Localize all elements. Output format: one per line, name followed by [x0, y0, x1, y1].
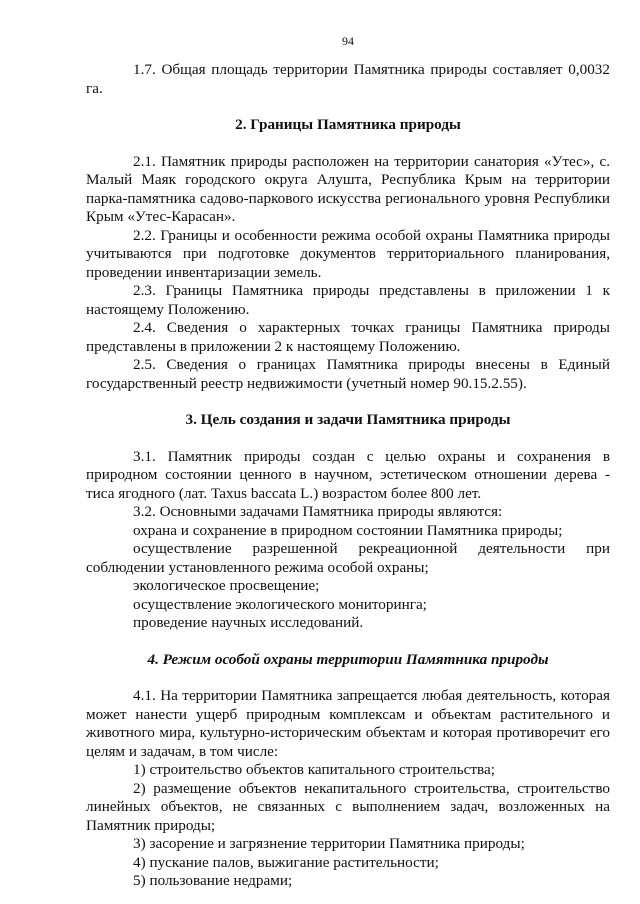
list-item: 1) строительство объектов капитального строительства;	[133, 761, 495, 778]
paragraph-4-1: 4.1. На территории Памятника запрещается любая деятельность, которая может нанести ущерб природным комплексам и объектам растительного и животного мира, культурно-историческим объектам и которая противоречит его целям и задачам, в том числе:	[86, 687, 610, 760]
section-4-title: 4. Режим особой охраны территории Памятника природы	[147, 650, 549, 668]
paragraph-2-2: 2.2. Границы и особенности режима особой охраны Памятника природы учитываются при подготовке документов территориального планирования, проведении инвентаризации земель.	[86, 226, 610, 281]
list-item: 4) пускание палов, выжигание растительности;	[133, 853, 439, 871]
list-item: экологическое просвещение;	[133, 577, 320, 594]
list-item: охрана и сохранение в природном состоянии Памятника природы;	[133, 521, 563, 539]
paragraph-2-4: 2.4. Сведения о характерных точках границы Памятника природы представлены в приложении 2 к настоящему Положению.	[86, 319, 610, 355]
list-item: осуществление разрешенной рекреационной деятельности при соблюдении установленного режима особой охраны;	[86, 540, 610, 576]
paragraph-3-2: 3.2. Основными задачами Памятника природы являются:	[133, 503, 503, 520]
list-item: 2) размещение объектов некапитального строительства, строительство линейных объектов, не связанных с выполнением задач, возложенных на Памятник природы;	[86, 779, 610, 834]
section-3-title: 3. Цель создания и задачи Памятника природы	[185, 411, 511, 428]
list-item: проведение научных исследований.	[133, 614, 364, 631]
paragraph-3-1: 3.1. Памятник природы создан с целью охраны и сохранения в природном состоянии ценного в научном, эстетическом отношении дерева - тиса ягодного (лат. Taxus baccata L.) возрастом более 800 лет.	[86, 447, 610, 502]
list-item: 3) засорение и загрязнение территории Памятника природы;	[133, 835, 525, 852]
page-number: 94	[342, 34, 354, 48]
section-2-title: 2. Границы Памятника природы	[235, 116, 461, 133]
list-item: осуществление экологического мониторинга;	[133, 595, 427, 613]
paragraph-2-5: 2.5. Сведения о границах Памятника природы внесены в Единый государственный реестр недвижимости (учетный номер 90.15.2.55).	[86, 356, 610, 392]
paragraph-2-3: 2.3. Границы Памятника природы представлены в приложении 1 к настоящему Положению.	[86, 282, 610, 318]
paragraph-1-7: 1.7. Общая площадь территории Памятника природы составляет 0,0032 га.	[86, 61, 610, 97]
paragraph-2-1: 2.1. Памятник природы расположен на территории санатория «Утес», с. Малый Маяк городского округа Алушта, Республика Крым на территории парка-памятника садово-паркового искусства регионального уровня Республики Крым «Утес-Карасан».	[86, 152, 610, 225]
list-item: 5) пользование недрами;	[133, 872, 293, 889]
